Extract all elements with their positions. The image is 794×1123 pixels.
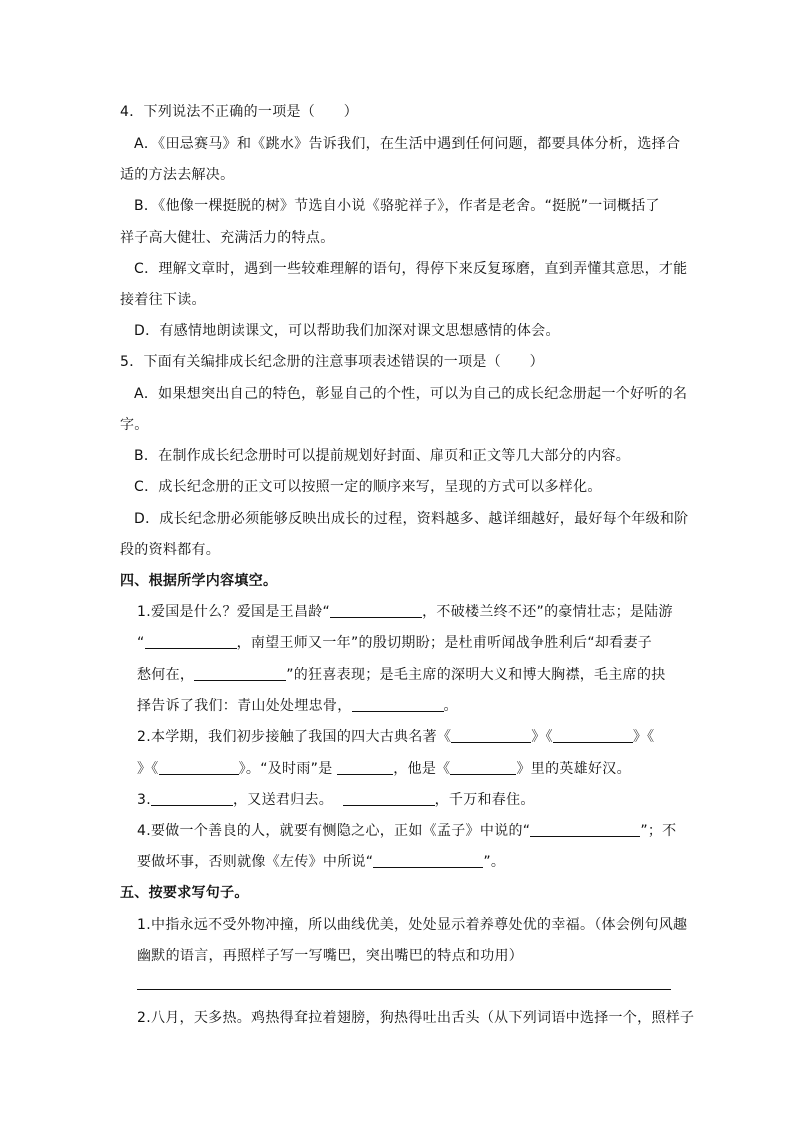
q4-option-c-cont: 接着往下读。 (120, 292, 206, 308)
fill-item-4-line1: 4.要做一个善良的人，就要有恻隐之心，正如《孟子》中说的“ ”；不 (137, 823, 677, 839)
blank-13[interactable] (373, 853, 483, 868)
blank-5[interactable] (451, 728, 531, 743)
rewrite-item-1-line2: 幽默的语言，再照样子写一写嘴巴，突出嘴巴的特点和功用） (137, 948, 524, 964)
blank-10[interactable] (151, 791, 233, 806)
blank-11[interactable] (343, 791, 435, 806)
blank-7[interactable] (159, 760, 239, 775)
rewrite-item-1-line1: 1.中指永远不受外物冲撞，所以曲线优美，处处显示着养尊处优的幸福。（体会例句风趣 (137, 917, 688, 933)
fill-item-3: 3. ，又送君归去。 ，千万和春住。 (137, 792, 535, 808)
rewrite-item-2-line1: 2.八月，天多热。鸡热得耷拉着翅膀，狗热得吐出舌头（从下列词语中选择一个，照样子 (137, 1010, 695, 1026)
q5-option-d: D．成长纪念册必须能够反映出成长的过程，资料越多、越详细越好，最好每个年级和阶 (134, 511, 689, 527)
q4-option-a-cont: 适的方法去解决。 (120, 167, 235, 183)
blank-12[interactable] (530, 822, 640, 837)
q4-option-a: A．《田忌赛马》和《跳水》告诉我们，在生活中遇到任何问题，都要具体分析，选择合 (134, 136, 681, 152)
fill-item-2-line1: 2.本学期，我们初步接触了我国的四大古典名著《 》《 》《 (137, 729, 655, 745)
q4-option-d: D．有感情地朗读课文，可以帮助我们加深对课文思想感情的体会。 (134, 323, 560, 339)
answer-line[interactable] (137, 989, 671, 990)
blank-2[interactable] (145, 634, 237, 649)
fill-item-1-line2: “ ，南望王师又一年”的殷切期盼；是杜甫听闻战争胜利后“却看妻子 (137, 635, 653, 651)
q4-option-b: B．《他像一棵挺脱的树》节选自小说《骆驼祥子》，作者是老舍。“挺脱”一词概括了 (134, 198, 660, 214)
blank-9[interactable] (450, 760, 516, 775)
fill-item-1-line3: 愁何在， ”的狂喜表现；是毛主席的深明大义和博大胸襟，毛主席的抉 (137, 667, 666, 683)
q4-stem: 4．下列说法不正确的一项是（ ） (120, 104, 359, 120)
q4-option-c: C．理解文章时，遇到一些较难理解的语句，得停下来反复琢磨，直到弄懂其意思，才能 (134, 261, 688, 277)
fill-item-1-line1: 1.爱国是什么？爱国是王昌龄“ ，不破楼兰终不还”的豪情壮志；是陆游 (137, 604, 673, 620)
q5-option-b: B．在制作成长纪念册时可以提前规划好封面、扉页和正文等几大部分的内容。 (134, 448, 631, 464)
blank-8[interactable] (337, 760, 393, 775)
q5-option-c: C．成长纪念册的正文可以按照一定的顺序来写，呈现的方式可以多样化。 (134, 479, 602, 495)
blank-3[interactable] (194, 666, 286, 681)
q5-option-a: A．如果想突出自己的特色，彰显自己的个性，可以为自己的成长纪念册起一个好听的名 (134, 386, 688, 402)
blank-4[interactable] (352, 697, 444, 712)
blank-1[interactable] (330, 603, 422, 618)
blank-6[interactable] (553, 728, 633, 743)
fill-item-1-line4: 择告诉了我们：青山处处埋忠骨， 。 (137, 698, 458, 714)
fill-item-4-line2: 要做坏事，否则就像《左传》中所说“ ”。 (137, 854, 506, 870)
fill-item-2-line2: 》《 》。“及时雨”是 ，他是《 》里的英雄好汉。 (137, 761, 631, 777)
q5-stem: 5．下面有关编排成长纪念册的注意事项表述错误的一项是（ ） (120, 354, 544, 370)
section4-title: 四、根据所学内容填空。 (120, 573, 278, 589)
q5-option-a-cont: 字。 (120, 417, 149, 433)
section5-title: 五、按要求写句子。 (120, 885, 249, 901)
q4-option-b-cont: 祥子高大健壮、充满活力的特点。 (120, 230, 335, 246)
q5-option-d-cont: 段的资料都有。 (120, 542, 221, 558)
